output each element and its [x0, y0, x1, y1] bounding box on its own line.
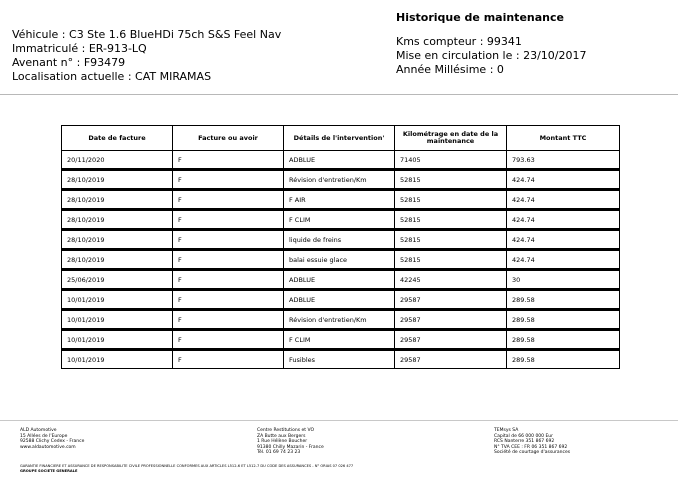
cell-date: 20/11/2020	[62, 151, 173, 169]
cell-type: F	[173, 189, 284, 209]
cell-amount: 289.58	[507, 349, 619, 368]
table-row	[62, 349, 619, 368]
vehicle-registration: Immatriculé : ER-913-LQ	[12, 42, 147, 55]
registration-date: Mise en circulation le : 23/10/2017	[396, 49, 587, 62]
footer-legal-entity	[494, 428, 570, 456]
cell-mileage: 71405	[395, 151, 507, 169]
cell-amount: 30	[507, 269, 619, 289]
cell-mileage: 52815	[395, 169, 507, 189]
cell-mileage: 29587	[395, 349, 507, 368]
cell-type: F	[173, 229, 284, 249]
cell-amount: 793.63	[507, 151, 619, 169]
cell-amount: 424.74	[507, 249, 619, 269]
cell-details: Révision d'entretien/Km	[284, 309, 395, 329]
column-header-amount: Montant TTC	[507, 126, 619, 151]
table-row	[62, 229, 619, 249]
cell-details: ADBLUE	[284, 269, 395, 289]
cell-mileage: 29587	[395, 289, 507, 309]
column-header-details: Détails de l'intervention'	[284, 126, 395, 151]
cell-amount: 424.74	[507, 189, 619, 209]
odometer: Kms compteur : 99341	[396, 35, 522, 48]
footer-line: 92588 Clichy Cedex - France	[20, 439, 85, 444]
cell-date: 28/10/2019	[62, 189, 173, 209]
cell-mileage: 52815	[395, 229, 507, 249]
vehicle-location: Localisation actuelle : CAT MIRAMAS	[12, 70, 212, 83]
column-header-mileage: Kilométrage en date de la maintenance	[395, 126, 507, 151]
cell-amount: 424.74	[507, 209, 619, 229]
cell-details: Fusibles	[284, 349, 395, 368]
vehicle-model: Véhicule : C3 Ste 1.6 BlueHDi 75ch S&S Feel Nav	[12, 28, 282, 41]
cell-type: F	[173, 249, 284, 269]
footer-restitution-center	[257, 428, 324, 456]
cell-mileage: 52815	[395, 209, 507, 229]
vehicle-info	[12, 28, 281, 84]
maintenance-summary	[396, 11, 586, 77]
cell-amount: 424.74	[507, 229, 619, 249]
footer-line: RCS Nanterre 351 867 692	[494, 439, 555, 444]
cell-amount: 424.74	[507, 169, 619, 189]
column-header-type: Facture ou avoir	[173, 126, 284, 151]
footer-line: ALD Automotive	[20, 428, 57, 433]
cell-details: F AIR	[284, 189, 395, 209]
cell-date: 28/10/2019	[62, 169, 173, 189]
footer-phone: Tél. 01 69 74 23 23	[257, 450, 301, 455]
cell-type: F	[173, 169, 284, 189]
legal-notice	[20, 464, 353, 473]
cell-date: 28/10/2019	[62, 209, 173, 229]
footer-divider	[0, 420, 678, 421]
footer-line: 1 Rue Hélène Boucher	[257, 439, 308, 444]
cell-date: 25/06/2019	[62, 269, 173, 289]
column-header-date: Date de facture	[62, 126, 173, 151]
cell-details: balai essuie glace	[284, 249, 395, 269]
cell-date: 10/01/2019	[62, 309, 173, 329]
cell-type: F	[173, 329, 284, 349]
table-row	[62, 309, 619, 329]
vehicle-amendment: Avenant n° : F93479	[12, 56, 126, 69]
table-row	[62, 169, 619, 189]
cell-amount: 289.58	[507, 309, 619, 329]
cell-date: 10/01/2019	[62, 349, 173, 368]
cell-type: F	[173, 269, 284, 289]
table-row	[62, 329, 619, 349]
cell-type: F	[173, 349, 284, 368]
cell-type: F	[173, 151, 284, 169]
page-title: Historique de maintenance	[396, 11, 564, 24]
cell-type: F	[173, 209, 284, 229]
cell-details: ADBLUE	[284, 151, 395, 169]
cell-details: ADBLUE	[284, 289, 395, 309]
maintenance-table	[61, 125, 620, 369]
table-row	[62, 151, 619, 169]
footer-line: Centre Restitutions et VO	[257, 428, 315, 433]
model-year: Année Millésime : 0	[396, 63, 504, 76]
footer-company-address	[20, 428, 84, 450]
cell-mileage: 52815	[395, 189, 507, 209]
cell-amount: 289.58	[507, 329, 619, 349]
header-divider	[0, 94, 678, 95]
footer-line: ZA Butte aux Bergers	[257, 433, 306, 439]
cell-date: 10/01/2019	[62, 329, 173, 349]
cell-amount: 289.58	[507, 289, 619, 309]
table-row	[62, 269, 619, 289]
footer-line: 15 Allées de l'Europe	[20, 433, 68, 439]
cell-type: F	[173, 289, 284, 309]
cell-date: 10/01/2019	[62, 289, 173, 309]
footer-line: N° TVA CEE : FR 06 351 867 692	[494, 444, 568, 450]
table-row	[62, 289, 619, 309]
cell-mileage: 29587	[395, 329, 507, 349]
table-row	[62, 249, 619, 269]
cell-details: Révision d'entretien/Km	[284, 169, 395, 189]
cell-mileage: 42245	[395, 269, 507, 289]
cell-date: 28/10/2019	[62, 249, 173, 269]
footer-line: Société de courtage d'assurances	[494, 450, 571, 455]
table-row	[62, 209, 619, 229]
footer-website-link[interactable]: www.aldautomotive.com	[20, 444, 76, 450]
cell-mileage: 52815	[395, 249, 507, 269]
table-header-row	[62, 126, 619, 151]
footer-line: 91380 Chilly Mazarin - France	[257, 444, 324, 450]
cell-type: F	[173, 309, 284, 329]
footer-line: Capital de 66 000 000 Eur	[494, 433, 554, 439]
cell-details: liquide de freins	[284, 229, 395, 249]
cell-date: 28/10/2019	[62, 229, 173, 249]
cell-details: F CLIM	[284, 209, 395, 229]
legal-text: GARANTIE FINANCIERE ET ASSURANCE DE RESPONSABILITE CIVILE PROFESSIONNELLE CONFORMES AUX ARTICLES L512-6 ET L512-7 DU CODE DES ASSURANCES - N° ORIAS 07 026 477	[20, 464, 354, 468]
cell-details: F CLIM	[284, 329, 395, 349]
cell-mileage: 29587	[395, 309, 507, 329]
footer-line: TEMsys SA	[494, 428, 519, 433]
group-name: GROUPE SOCIETE GENERALE	[20, 468, 78, 473]
table-row	[62, 189, 619, 209]
